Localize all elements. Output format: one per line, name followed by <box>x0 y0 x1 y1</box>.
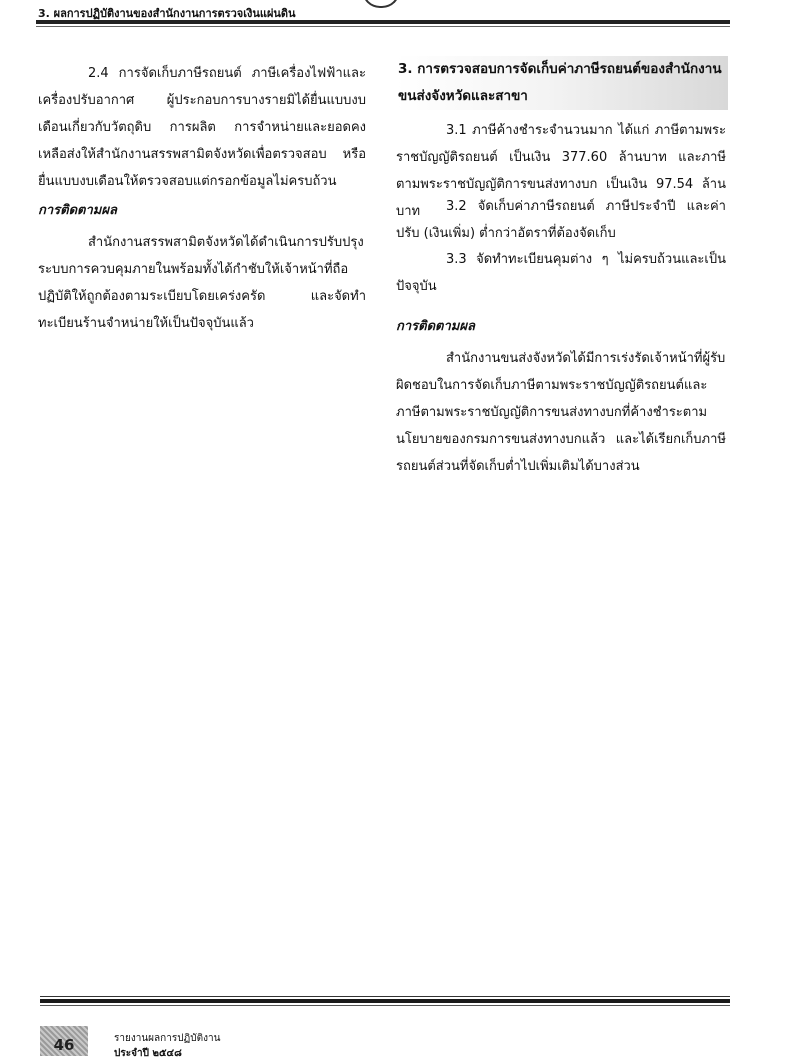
emblem-seal <box>362 0 400 8</box>
followup-heading: การติดตามผล <box>38 203 117 218</box>
followup-paragraph-right: สำนักงานขนส่งจังหวัดได้มีการเร่งรัดเจ้าหน้าที่ผู้รับผิดชอบในการจัดเก็บภาษีตามพระราชบัญญัติรถยนต์และภาษีตามพระราชบัญญัติการขนส่งทางบกที่ค้างชำระตามนโยบายของกรมการขนส่งทางบกแล้ว และได้เรียกเก็บภาษีรถยนต์ส่วนที่จัดเก็บต่ำไปเพิ่มเติมได้บางส่วน <box>396 351 726 474</box>
followup-heading-right: การติดตามผล <box>396 319 475 334</box>
item-3-3: 3.3 จัดทำทะเบียนคุมต่าง ๆ ไม่ครบถ้วนและเป็นปัจจุบัน <box>396 252 726 294</box>
page-number-box <box>40 1026 88 1056</box>
item-3-1: 3.1 ภาษีค้างชำระจำนวนมาก ได้แก่ ภาษีตามพระราชบัญญัติรถยนต์ เป็นเงิน 377.60 ล้านบาท และภาษีตามพระราชบัญญัติการขนส่งทางบก เป็นเงิน 97.54 ล้านบาท <box>396 123 726 219</box>
footer-rule <box>40 999 730 1003</box>
footer-report-title: รายงานผลการปฏิบัติงาน <box>114 1033 221 1044</box>
footer-rule-top <box>40 996 730 997</box>
footer-rule-bottom <box>40 1005 730 1006</box>
item-3-2: 3.2 จัดเก็บค่าภาษีรถยนต์ ภาษีประจำปี และค่าปรับ (เงินเพิ่ม) ต่ำกว่าอัตราที่ต้องจัดเก็บ <box>396 199 726 241</box>
chapter-title: 3. ผลการปฏิบัติงานของสำนักงานการตรวจเงินแผ่นดิน <box>38 7 296 20</box>
page-number: 46 <box>53 1036 75 1054</box>
header-rule-thin <box>36 26 730 27</box>
paragraph-2-4: 2.4 การจัดเก็บภาษีรถยนต์ ภาษีเครื่องไฟฟ้าและเครื่องปรับอากาศ ผู้ประกอบการบางรายมิได้ยื่นแบบงบเดือนเกี่ยวกับวัตถุดิบ การผลิต การจำหน่ายและยอดคงเหลือส่งให้สำนักงานสรรพสามิตจังหวัดเพื่อตรวจสอบ หรือยื่นแบบงบเดือนให้ตรวจสอบแต่กรอกข้อมูลไม่ครบถ้วน <box>38 66 366 189</box>
footer-report-year: ประจำปี ๒๕๔๘ <box>114 1048 182 1059</box>
followup-paragraph: สำนักงานสรรพสามิตจังหวัดได้ดำเนินการปรับปรุงระบบการควบคุมภายในพร้อมทั้งได้กำชับให้เจ้าหน้าที่ถือปฏิบัติให้ถูกต้องตามระเบียบโดยเคร่งครัด และจัดทำทะเบียนร้านจำหน่ายให้เป็นปัจจุบันแล้ว <box>38 235 366 331</box>
header-rule <box>36 20 730 24</box>
section-3-title: 3. การตรวจสอบการจัดเก็บค่าภาษีรถยนต์ของสำนักงานขนส่งจังหวัดและสาขา <box>396 56 728 110</box>
